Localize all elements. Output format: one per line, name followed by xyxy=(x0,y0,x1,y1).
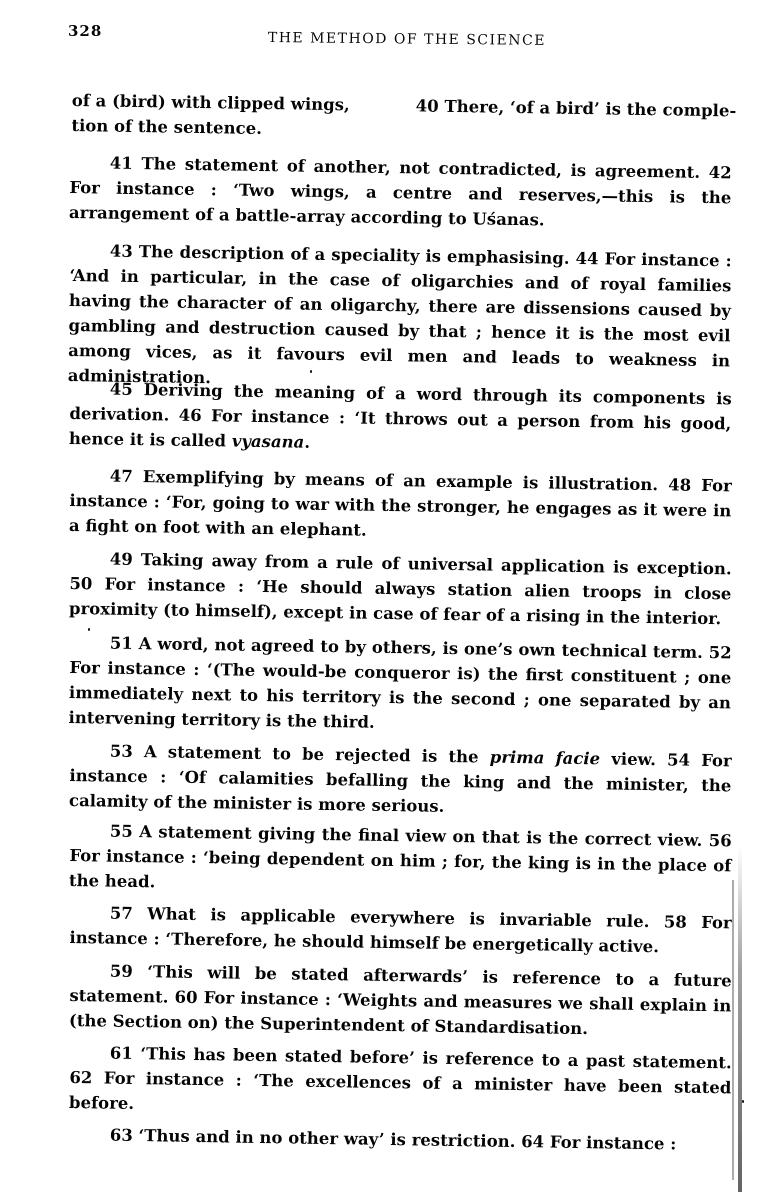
scan-speck xyxy=(310,370,312,373)
paragraph-41 xyxy=(69,150,732,235)
scan-speck xyxy=(742,1100,744,1103)
opening-paragraph xyxy=(71,88,737,148)
paragraph-45 xyxy=(69,376,732,461)
page-binding-line xyxy=(732,880,734,1180)
paragraph-text: 57 What is applicable everywhere is invariable rule. 58 For instance : ‘Therefore, he should himself be energetically active. xyxy=(69,903,732,957)
paragraph-text: 45 Deriving the meaning of a word through its components is derivation. 46 For instance : ‘It throws out a person from his good, hence it is called xyxy=(68,379,732,451)
paragraph-text: 43 The description of a speciality is emphasising. 44 For instance : ‘And in particular, in the case of oligarchies and of royal families having the character of an oligarchy, there are dissensions caused by gambling and destruction caused by that ; hence it is the most evil among vices, as it favours evil men and leads to weakness in administration. xyxy=(67,241,732,388)
paragraph-57 xyxy=(69,900,732,960)
paragraph-47 xyxy=(69,463,732,548)
paragraph-text: 49 Taking away from a rule of universal application is exception. 50 For instance : ‘He should always station alien troops in close proximity (to himself), except in case of fear of a rising in the interior. xyxy=(68,549,732,629)
paragraph-49 xyxy=(69,546,732,631)
opening-right-text: 40 There, ‘of a bird’ is the comple- xyxy=(415,96,737,121)
paragraph-text: 63 ‘Thus and in no other way’ is restriction. 64 For instance : xyxy=(109,1125,677,1154)
page-number: 328 xyxy=(68,22,103,40)
paragraph-text: 51 A word, not agreed to by others, is one’s own technical term. 52 For instance : ‘(The would-be conqueror is) the first constituent ; one immediately next to his territory is the second ; one separated by an intervening territory is the third. xyxy=(68,633,732,732)
paragraph-text: 59 ‘This will be stated afterwards’ is reference to a future statement. 60 For instance : ‘Weights and measures we shall explain in (the Section on) the Superintendent of Standardisation. xyxy=(68,961,732,1039)
paragraph-63 xyxy=(70,1122,732,1157)
paragraph-59 xyxy=(69,958,732,1043)
paragraph-53 xyxy=(69,738,732,823)
opening-left-text: of a (bird) with clipped wings, tion of the sentence. xyxy=(71,90,350,138)
paragraph-text: 55 A statement giving the final view on that is the correct view. 56 For instance : ‘being dependent on him ; for, the king is in the place of the head. xyxy=(68,821,732,892)
paragraph-55 xyxy=(69,818,732,903)
italic-term-vyasana: vyasana xyxy=(231,431,305,452)
paragraph-text: 47 Exemplifying by means of an example is illustration. 48 For instance : ‘For, going to war with the stronger, he engages as it were in a fight on foot with an elephant. xyxy=(68,466,732,540)
paragraph-text: 41 The statement of another, not contradicted, is agreement. 42 For instance : ‘Two wings, a centre and reserves,—this is the arrangement of a battle-array according to Uśanas. xyxy=(68,153,732,230)
running-title: THE METHOD OF THE SCIENCE xyxy=(267,30,547,49)
paragraph-text: 61 ‘This has been stated before’ is reference to a past statement. 62 For instance : ‘The excellences of a minister have been stated before. xyxy=(68,1043,732,1114)
page-binding-shadow xyxy=(738,820,742,1192)
paragraph-text-end: view. 54 For instance : ‘Of calamities befalling the king and the minister, the calamity of the minister is more serious. xyxy=(68,749,732,816)
scan-speck xyxy=(88,628,90,631)
paragraph-51 xyxy=(68,630,731,740)
paragraph-text-end: . xyxy=(304,432,311,452)
paragraph-text: 53 A statement to be rejected is the xyxy=(109,741,490,767)
paragraph-43 xyxy=(68,238,732,398)
paragraph-61 xyxy=(69,1040,732,1125)
italic-term-prima-facie: prima facie xyxy=(489,747,601,769)
